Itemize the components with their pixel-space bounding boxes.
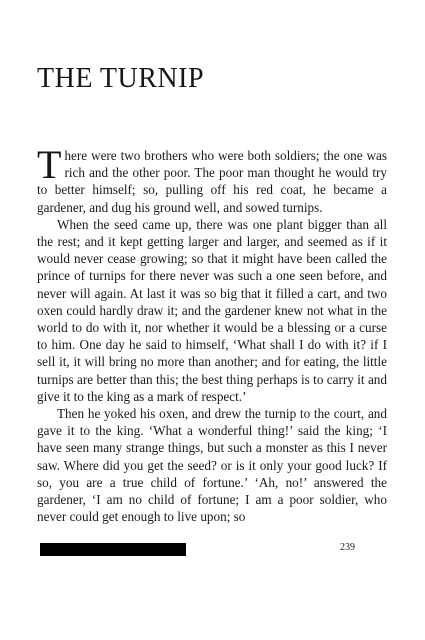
paragraph-3: Then he yoked his oxen, and drew the turnip to the court, and gave it to the king. ‘What a wonderful thing!’ said the king; ‘I have seen many strange things, but such a monster as this I never saw. Where did you get the seed? or is it only your good luck? If so, you are a true child of fortune.’ ‘Ah, no!’ answered the gardener, ‘I am no child of fortune; I am a poor soldier, who never could get enough to live upon; so [37,406,387,525]
redaction-bar [40,543,186,556]
story-text [37,142,387,525]
drop-cap-letter: T [37,142,62,187]
page-number: 239 [340,542,355,553]
paragraph-1 [37,142,387,216]
chapter-title: THE TURNIP [37,63,205,94]
paragraph-1-text: here were two brothers who were both soldiers; the one was rich and the other poor. The poor man thought he would try to better himself; so, pulling off his red coat, he became a gardener, and dug his ground well, and sowed turnips. [37,148,387,215]
paragraph-2: When the seed came up, there was one plant bigger than all the rest; and it kept getting larger and larger, and seemed as if it would never cease growing; so that it might have been called the prince of turnips for there never was such a one seen before, and never will again. At last it was so big that it filled a cart, and two oxen could hardly draw it; and the gardener knew not what in the world to do with it, nor whether it would be a blessing or a curse to him. One day he said to himself, ‘What shall I do with it? if I sell it, it will bring no more than another; and for eating, the little turnips are better than this; the best thing perhaps is to carry it and give it to the king as a mark of respect.’ [37,216,387,404]
